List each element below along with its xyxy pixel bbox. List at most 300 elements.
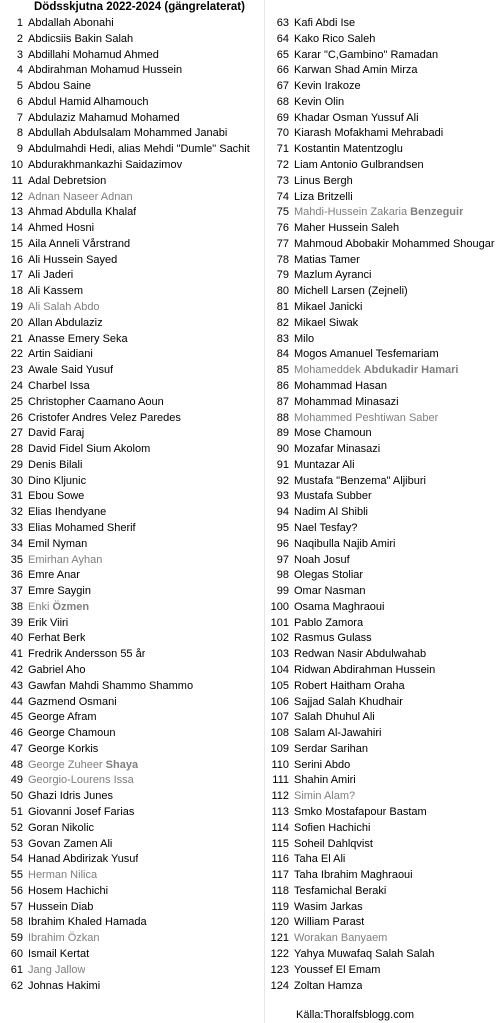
row-number: 4 [16, 64, 23, 77]
table-row [0, 474, 262, 490]
table-row [0, 647, 262, 663]
table-row [0, 32, 262, 48]
row-number: 73 [276, 174, 289, 187]
person-name: Karar "C,Gambino" Ramadan [294, 48, 439, 61]
table-row [0, 237, 262, 253]
row-number: 3 [16, 48, 23, 61]
row-number: 79 [276, 269, 289, 282]
row-number: 25 [10, 395, 23, 408]
person-name: Artin Saidiani [28, 348, 93, 361]
person-name: Ismail Kertat [28, 948, 90, 961]
person-name: Khadar Osman Yussuf Ali [294, 111, 419, 124]
row-number: 17 [10, 269, 23, 282]
bold-surname: Shaya [105, 758, 139, 771]
table-row [0, 95, 262, 111]
row-number: 117 [271, 869, 289, 882]
row-number: 116 [271, 853, 289, 866]
table-row [266, 679, 502, 695]
table-row [266, 363, 502, 379]
table-row [266, 553, 502, 569]
table-row [266, 79, 502, 95]
person-name: Karwan Shad Amin Mirza [294, 64, 418, 77]
person-name: Ali Jaderi [28, 269, 74, 282]
row-number: 90 [276, 443, 289, 456]
row-number: 112 [271, 790, 289, 803]
table-row [0, 521, 262, 537]
table-row [266, 379, 502, 395]
person-name: Shahin Amiri [294, 774, 356, 787]
row-number: 74 [276, 190, 289, 203]
table-row [266, 221, 502, 237]
row-number: 24 [10, 379, 23, 392]
table-row [0, 489, 262, 505]
person-name: Johnas Hakimi [28, 979, 101, 992]
row-number: 26 [10, 411, 23, 424]
table-row [0, 221, 262, 237]
person-name: Mahmoud Abobakir Mohammed Shougar [294, 237, 495, 250]
row-number: 85 [276, 364, 289, 377]
table-row [266, 95, 502, 111]
person-name: Michell Larsen (Zejneli) [294, 285, 408, 298]
row-number: 11 [11, 174, 23, 187]
row-number: 76 [276, 222, 289, 235]
table-row [0, 395, 262, 411]
person-name: Mikael Janicki [294, 301, 363, 314]
person-name: Omar Nasman [294, 585, 366, 598]
person-name: Abdullah Abdulsalam Mohammed Janabi [28, 127, 228, 140]
table-row [266, 158, 502, 174]
table-row [266, 300, 502, 316]
table-row [0, 505, 262, 521]
row-number: 81 [276, 301, 289, 314]
person-name: Matias Tamer [294, 253, 360, 266]
person-name: George Chamoun [28, 727, 116, 740]
row-number: 12 [10, 190, 23, 203]
person-name: Ahmad Abdulla Khalaf [28, 206, 137, 219]
person-name: Georgio-Lourens Issa [28, 774, 134, 787]
row-number: 115 [271, 837, 289, 850]
table-row [0, 837, 262, 853]
person-name: Mozafar Minasazi [294, 443, 381, 456]
row-number: 44 [10, 695, 23, 708]
person-name: Aila Anneli Vårstrand [28, 237, 131, 250]
person-name: Enki Özmen [28, 600, 90, 613]
table-row [0, 316, 262, 332]
person-name: Elias Mohamed Sherif [28, 521, 136, 534]
person-name: Mahdi-Hussein Zakaria Benzeguir [294, 206, 464, 219]
row-number: 118 [271, 884, 289, 897]
table-row [0, 679, 262, 695]
table-row [266, 253, 502, 269]
person-name: Abdurakhmankazhi Saidazimov [28, 159, 183, 172]
table-row [266, 521, 502, 537]
table-row [266, 852, 502, 868]
table-row [266, 458, 502, 474]
row-number: 23 [10, 364, 23, 377]
row-number: 34 [10, 537, 23, 550]
row-number: 96 [276, 537, 289, 550]
row-number: 108 [270, 727, 289, 740]
row-number: 89 [276, 427, 289, 440]
table-row [0, 332, 262, 348]
table-row [0, 931, 262, 947]
person-name: Pablo Zamora [294, 616, 364, 629]
row-number: 21 [10, 332, 23, 345]
row-number: 83 [276, 332, 289, 345]
person-name: Abdillahi Mohamud Ahmed [28, 48, 159, 61]
source-credit: Källa:Thoralfsblogg.com [296, 1009, 415, 1021]
person-name: Worakan Banyaem [294, 932, 388, 945]
row-number: 46 [10, 727, 23, 740]
table-row [0, 426, 262, 442]
row-number: 19 [10, 301, 23, 314]
row-number: 86 [276, 379, 289, 392]
person-name: Sofien Hachichi [294, 821, 371, 834]
person-name: Awale Said Yusuf [28, 364, 114, 377]
person-name: Mohammed Peshtiwan Saber [294, 411, 439, 424]
row-number: 28 [10, 443, 23, 456]
person-name: Salah Dhuhul Ali [294, 711, 375, 724]
person-name: Serdar Sarihan [294, 742, 368, 755]
person-name: Abdulaziz Mahamud Mohamed [28, 111, 180, 124]
person-name: Wasim Jarkas [294, 900, 363, 913]
row-number: 2 [16, 32, 23, 45]
table-row [266, 963, 502, 979]
person-name: Herman Nilica [28, 869, 98, 882]
person-name: Adnan Naseer Adnan [28, 190, 133, 203]
person-name: Zoltan Hamza [294, 979, 363, 992]
table-row [0, 48, 262, 64]
person-name: Ali Salah Abdo [28, 301, 100, 314]
row-number: 5 [16, 80, 23, 93]
person-name: Hussein Diab [28, 900, 94, 913]
person-name: Emre Saygin [28, 585, 91, 598]
table-row [266, 63, 502, 79]
table-row [266, 789, 502, 805]
person-name: Ebou Sowe [28, 490, 85, 503]
table-row [266, 710, 502, 726]
table-row [266, 947, 502, 963]
person-name: Robert Haitham Oraha [294, 679, 405, 692]
table-row [266, 111, 502, 127]
row-number: 111 [272, 774, 289, 787]
person-name: Cristofer Andres Velez Paredes [28, 411, 181, 424]
person-name: Gabriel Aho [28, 663, 86, 676]
person-name: Tesfamichal Beraki [294, 884, 387, 897]
table-row [266, 821, 502, 837]
person-name: Emil Nyman [28, 537, 88, 550]
row-number: 119 [271, 900, 289, 913]
table-row [266, 616, 502, 632]
person-name: Giovanni Josef Farias [28, 806, 135, 818]
table-row [266, 915, 502, 931]
person-name: Gazmend Osmani [28, 695, 117, 708]
row-number: 42 [10, 663, 23, 676]
row-number: 67 [276, 80, 289, 93]
row-number: 78 [276, 253, 289, 266]
person-name: David Faraj [28, 427, 85, 440]
row-number: 22 [10, 348, 23, 361]
person-name: Serini Abdo [294, 758, 351, 771]
table-row [0, 284, 262, 300]
person-name: Dino Kljunic [28, 474, 87, 487]
table-row [266, 537, 502, 553]
table-row [0, 347, 262, 363]
table-row [266, 316, 502, 332]
person-name: Gawfan Mahdi Shammo Shammo [28, 679, 194, 692]
person-name: Emre Anar [28, 569, 80, 582]
table-row [266, 568, 502, 584]
person-name: Jang Jallow [28, 963, 86, 976]
table-row [0, 663, 262, 679]
bold-surname: Özmen [52, 600, 90, 613]
person-name: Milo [294, 332, 315, 345]
row-number: 68 [276, 95, 289, 108]
row-number: 36 [10, 569, 23, 582]
table-row [266, 647, 502, 663]
person-name: Govan Zamen Ali [28, 837, 113, 850]
row-number: 120 [270, 916, 289, 929]
table-row [266, 631, 502, 647]
person-name: Kostantin Matentzoglu [294, 143, 403, 156]
person-name: Soheil Dahlqvist [294, 837, 373, 850]
row-number: 15 [10, 237, 23, 250]
table-row [266, 442, 502, 458]
table-row [0, 600, 262, 616]
person-name: Ghazi Idris Junes [28, 790, 113, 803]
person-name: Kevin Olin [294, 95, 345, 108]
table-row [0, 63, 262, 79]
table-row [266, 16, 502, 32]
table-row [266, 395, 502, 411]
table-row [0, 174, 262, 190]
row-number: 7 [16, 111, 23, 124]
person-name: Olegas Stoliar [294, 569, 364, 582]
row-number: 82 [276, 316, 289, 329]
row-number: 53 [10, 837, 23, 850]
bold-surname: Abdukadir Hamari [363, 364, 459, 377]
table-row [0, 142, 262, 158]
person-name: Adal Debretsion [28, 174, 107, 187]
table-row [0, 726, 262, 742]
table-row [0, 979, 262, 995]
row-number: 30 [10, 474, 23, 487]
row-number: 122 [270, 948, 289, 961]
table-row [266, 268, 502, 284]
table-row [266, 900, 502, 916]
table-row [266, 474, 502, 490]
table-row [0, 710, 262, 726]
table-row [0, 379, 262, 395]
person-name: Taha Ibrahim Maghraoui [294, 869, 413, 882]
person-name: Mogos Amanuel Tesfemariam [294, 348, 439, 361]
table-row [0, 963, 262, 979]
row-number: 1 [16, 17, 23, 29]
row-number: 91 [276, 458, 289, 471]
row-number: 77 [276, 237, 289, 250]
row-number: 51 [10, 806, 23, 818]
person-name: Sajjad Salah Khudhair [294, 695, 403, 708]
row-number: 56 [10, 884, 23, 897]
person-name: Simin Alam? [294, 790, 356, 803]
table-row [0, 915, 262, 931]
row-number: 109 [270, 742, 289, 755]
row-number: 102 [270, 632, 289, 645]
row-number: 32 [10, 506, 23, 519]
table-row [0, 616, 262, 632]
person-name: Taha El Ali [294, 853, 346, 866]
person-name: Abdirahman Mohamud Hussein [28, 64, 183, 77]
row-number: 47 [10, 742, 23, 755]
table-row [266, 332, 502, 348]
table-row [266, 663, 502, 679]
row-number: 64 [276, 32, 289, 45]
person-name: Fredrik Andersson 55 år [28, 648, 146, 661]
person-name: Smko Mostafapour Bastam [294, 806, 427, 818]
row-number: 121 [270, 932, 289, 945]
row-number: 75 [276, 206, 289, 219]
row-number: 93 [276, 490, 289, 503]
table-row [266, 32, 502, 48]
person-name: Mikael Siwak [294, 316, 359, 329]
row-number: 48 [10, 758, 23, 771]
row-number: 80 [276, 285, 289, 298]
row-number: 106 [270, 695, 289, 708]
row-number: 107 [270, 711, 289, 724]
table-row [0, 789, 262, 805]
table-row [266, 237, 502, 253]
table-row [266, 411, 502, 427]
table-row [266, 126, 502, 142]
table-row [0, 852, 262, 868]
row-number: 69 [276, 111, 289, 124]
table-row [0, 805, 262, 821]
table-row [266, 426, 502, 442]
row-number: 45 [10, 711, 23, 724]
person-name: Osama Maghraoui [294, 600, 385, 613]
row-number: 52 [10, 821, 23, 834]
table-row [266, 190, 502, 206]
person-name: Abdulmahdi Hedi, alias Mehdi "Dumle" Sachit [28, 143, 250, 156]
row-number: 27 [10, 427, 23, 440]
row-number: 13 [10, 206, 23, 219]
table-row [0, 884, 262, 900]
row-number: 49 [10, 774, 23, 787]
table-row [0, 568, 262, 584]
row-number: 38 [10, 600, 23, 613]
table-row [0, 821, 262, 837]
person-name: Denis Bilali [28, 458, 83, 471]
row-number: 16 [10, 253, 23, 266]
row-number: 54 [10, 853, 23, 866]
row-number: 20 [10, 316, 23, 329]
table-row [0, 631, 262, 647]
row-number: 110 [271, 758, 289, 771]
row-number: 9 [16, 143, 23, 156]
table-row [266, 805, 502, 821]
table-row [0, 584, 262, 600]
row-number: 97 [276, 553, 289, 566]
person-name: Allan Abdulaziz [28, 316, 103, 329]
table-row [0, 300, 262, 316]
person-name: Charbel Issa [28, 379, 90, 392]
person-name: Kafi Abdi Ise [294, 17, 356, 29]
person-name: Nael Tesfay? [294, 521, 358, 534]
person-name: Ibrahim Özkan [28, 932, 100, 945]
table-row [0, 205, 262, 221]
row-number: 37 [10, 585, 23, 598]
row-number: 58 [10, 916, 23, 929]
row-number: 18 [10, 285, 23, 298]
table-row [266, 695, 502, 711]
person-name: Linus Bergh [294, 174, 353, 187]
row-number: 40 [10, 632, 23, 645]
row-number: 88 [276, 411, 289, 424]
row-number: 124 [270, 979, 289, 992]
table-row [0, 411, 262, 427]
table-row [266, 48, 502, 64]
table-row [266, 742, 502, 758]
person-name: Hanad Abdirizak Yusuf [28, 853, 139, 866]
person-name: Hosem Hachichi [28, 884, 109, 897]
person-name: Liam Antonio Gulbrandsen [294, 159, 424, 172]
row-number: 114 [271, 821, 289, 834]
table-row [266, 931, 502, 947]
row-number: 71 [276, 143, 289, 156]
person-name: George Korkis [28, 742, 99, 755]
person-name: Ibrahim Khaled Hamada [28, 916, 147, 929]
person-name: Mustafa Subber [294, 490, 372, 503]
person-name: David Fidel Sium Akolom [28, 443, 151, 456]
person-name: Abdallah Abonahi [28, 17, 114, 29]
table-row [0, 79, 262, 95]
table-row [266, 979, 502, 995]
row-number: 60 [10, 948, 23, 961]
row-number: 104 [270, 663, 289, 676]
person-name: Maher Hussein Saleh [294, 222, 400, 235]
person-name: Abdou Saine [28, 80, 91, 93]
person-name: Anasse Emery Seka [28, 332, 128, 345]
table-row [266, 489, 502, 505]
row-number: 66 [276, 64, 289, 77]
row-number: 50 [10, 790, 23, 803]
person-name: Yahya Muwafaq Salah Salah [294, 948, 435, 961]
row-number: 29 [10, 458, 23, 471]
table-row [0, 158, 262, 174]
row-number: 113 [271, 806, 289, 818]
person-name: Emirhan Ayhan [28, 553, 103, 566]
person-name: Kevin Irakoze [294, 80, 361, 93]
row-number: 101 [270, 616, 289, 629]
table-row [266, 773, 502, 789]
person-name: Mohameddek Abdukadir Hamari [294, 364, 459, 377]
person-name: Ali Hussein Sayed [28, 253, 118, 266]
table-row [0, 868, 262, 884]
table-row [0, 947, 262, 963]
table-row [266, 505, 502, 521]
table-row [266, 347, 502, 363]
person-name: Muntazar Ali [294, 458, 355, 471]
person-name: Rasmus Gulass [294, 632, 372, 645]
table-row [0, 553, 262, 569]
row-number: 87 [276, 395, 289, 408]
table-row [0, 442, 262, 458]
table-row [266, 758, 502, 774]
table-row [266, 600, 502, 616]
bold-surname: Benzeguir [410, 206, 464, 219]
table-row [0, 111, 262, 127]
table-row [266, 174, 502, 190]
